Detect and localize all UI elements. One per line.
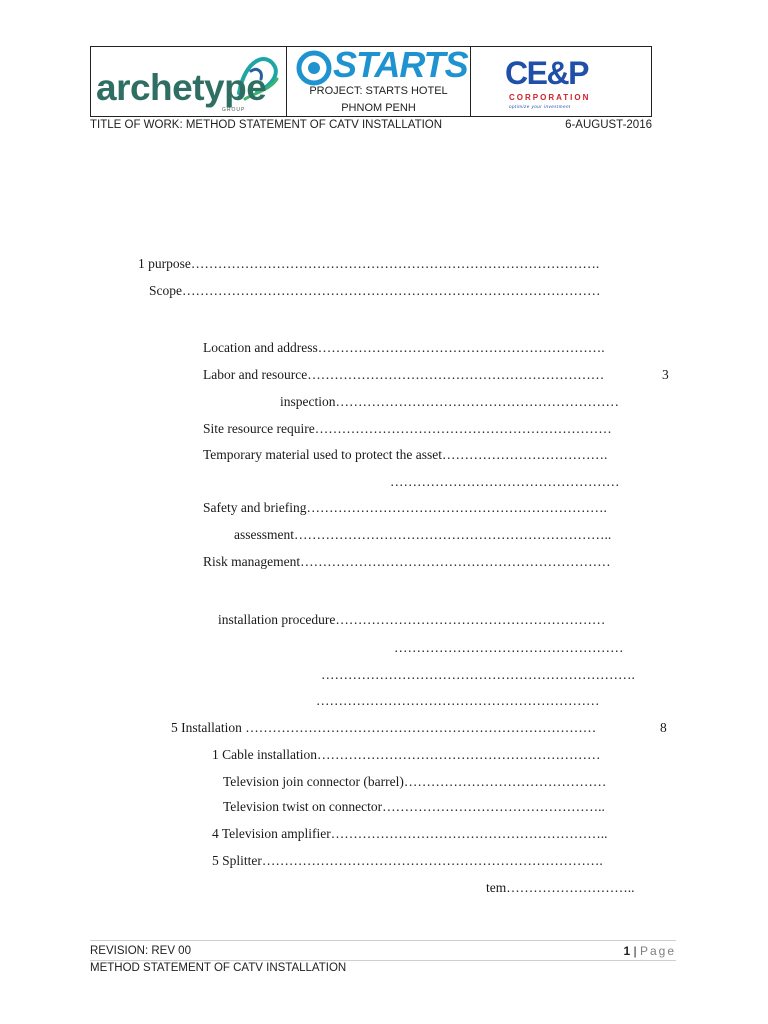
- toc-entry-location: Location and address……………………………………………………….: [203, 340, 605, 355]
- footer-document-title: METHOD STATEMENT OF CATV INSTALLATION: [90, 962, 347, 974]
- toc-entry-labor: Labor and resource…………………………………………………………: [203, 367, 605, 382]
- title-of-work: TITLE OF WORK: METHOD STATEMENT OF CATV INSTALLATION: [90, 119, 443, 131]
- starts-ring-icon: [296, 50, 332, 86]
- toc-entry-inspection: inspection………………………………………………………: [280, 394, 619, 409]
- toc-entry-blank: ……………………………………………: [390, 474, 620, 489]
- toc-entry-installation: 5 Installation ……………………………………………………………………: [171, 720, 597, 735]
- page-number: 1: [623, 944, 631, 958]
- toc-entry-splitter: 5 Splitter………………………………………………………………….: [212, 853, 603, 868]
- footer-revision: REVISION: REV 00: [90, 945, 191, 957]
- toc-page-installation: 8: [660, 720, 667, 735]
- cep-logo-cell: [471, 47, 651, 116]
- toc-entry-purpose: 1 purpose……………………………………………………………………………….: [138, 256, 600, 271]
- toc-entry-twist-connector: Television twist on connector…………………………………………..: [223, 799, 605, 814]
- cep-logo-tagline: optimize your investment: [509, 104, 571, 109]
- archetype-logo-sub: GROUP: [222, 107, 246, 113]
- cep-logo-word: CE&P: [505, 55, 588, 91]
- footer-rule-top: [90, 940, 676, 941]
- archetype-logo-cell: [91, 47, 287, 116]
- archetype-logo-word: archetype: [96, 67, 267, 108]
- toc-entry-safety: Safety and briefing………………………………………………………….: [203, 500, 607, 515]
- project-location: PHNOM PENH: [341, 102, 416, 114]
- starts-logo-word: STARTS: [333, 44, 468, 85]
- toc-entry-temporary-material: Temporary material used to protect the asset……………………………….: [203, 447, 608, 462]
- toc-entry-scope: Scope…………………………………………………………………………………: [149, 283, 601, 298]
- header-logo-table: [90, 46, 652, 117]
- toc-entry-cable-installation: 1 Cable installation………………………………………………………: [212, 747, 601, 762]
- cep-logo-corporation: CORPORATION: [509, 93, 591, 102]
- project-cell: [287, 44, 471, 116]
- toc-entry-assessment: assessment……………………………………………………………..: [234, 527, 612, 542]
- page-indicator: [623, 944, 676, 958]
- toc-entry-risk: Risk management……………………………………………………………: [203, 554, 611, 569]
- toc-entry-tem: tem………………………..: [486, 880, 635, 895]
- footer-rule-bottom: [90, 960, 676, 961]
- page-word: Page: [639, 944, 676, 958]
- project-name: PROJECT: STARTS HOTEL: [309, 85, 448, 97]
- toc-entry-join-connector: Television join connector (barrel)………………………………………: [223, 774, 607, 789]
- toc-entry-site-resource: Site resource require…………………………………………………………: [203, 421, 612, 436]
- toc-entry-blank: …………………………………………………………….: [321, 667, 635, 682]
- toc-entry-blank: ………………………………………………………: [316, 693, 600, 708]
- toc-entry-installation-procedure: installation procedure……………………………………………………: [218, 612, 606, 627]
- title-of-work-row: [90, 119, 652, 131]
- page-separator: |: [633, 944, 637, 958]
- toc-entry-amplifier: 4 Television amplifier……………………………………………………..: [212, 826, 608, 841]
- toc-entry-blank: ……………………………………………: [394, 640, 624, 655]
- toc-page-labor: 3: [662, 367, 669, 382]
- document-date: 6-AUGUST-2016: [565, 119, 652, 131]
